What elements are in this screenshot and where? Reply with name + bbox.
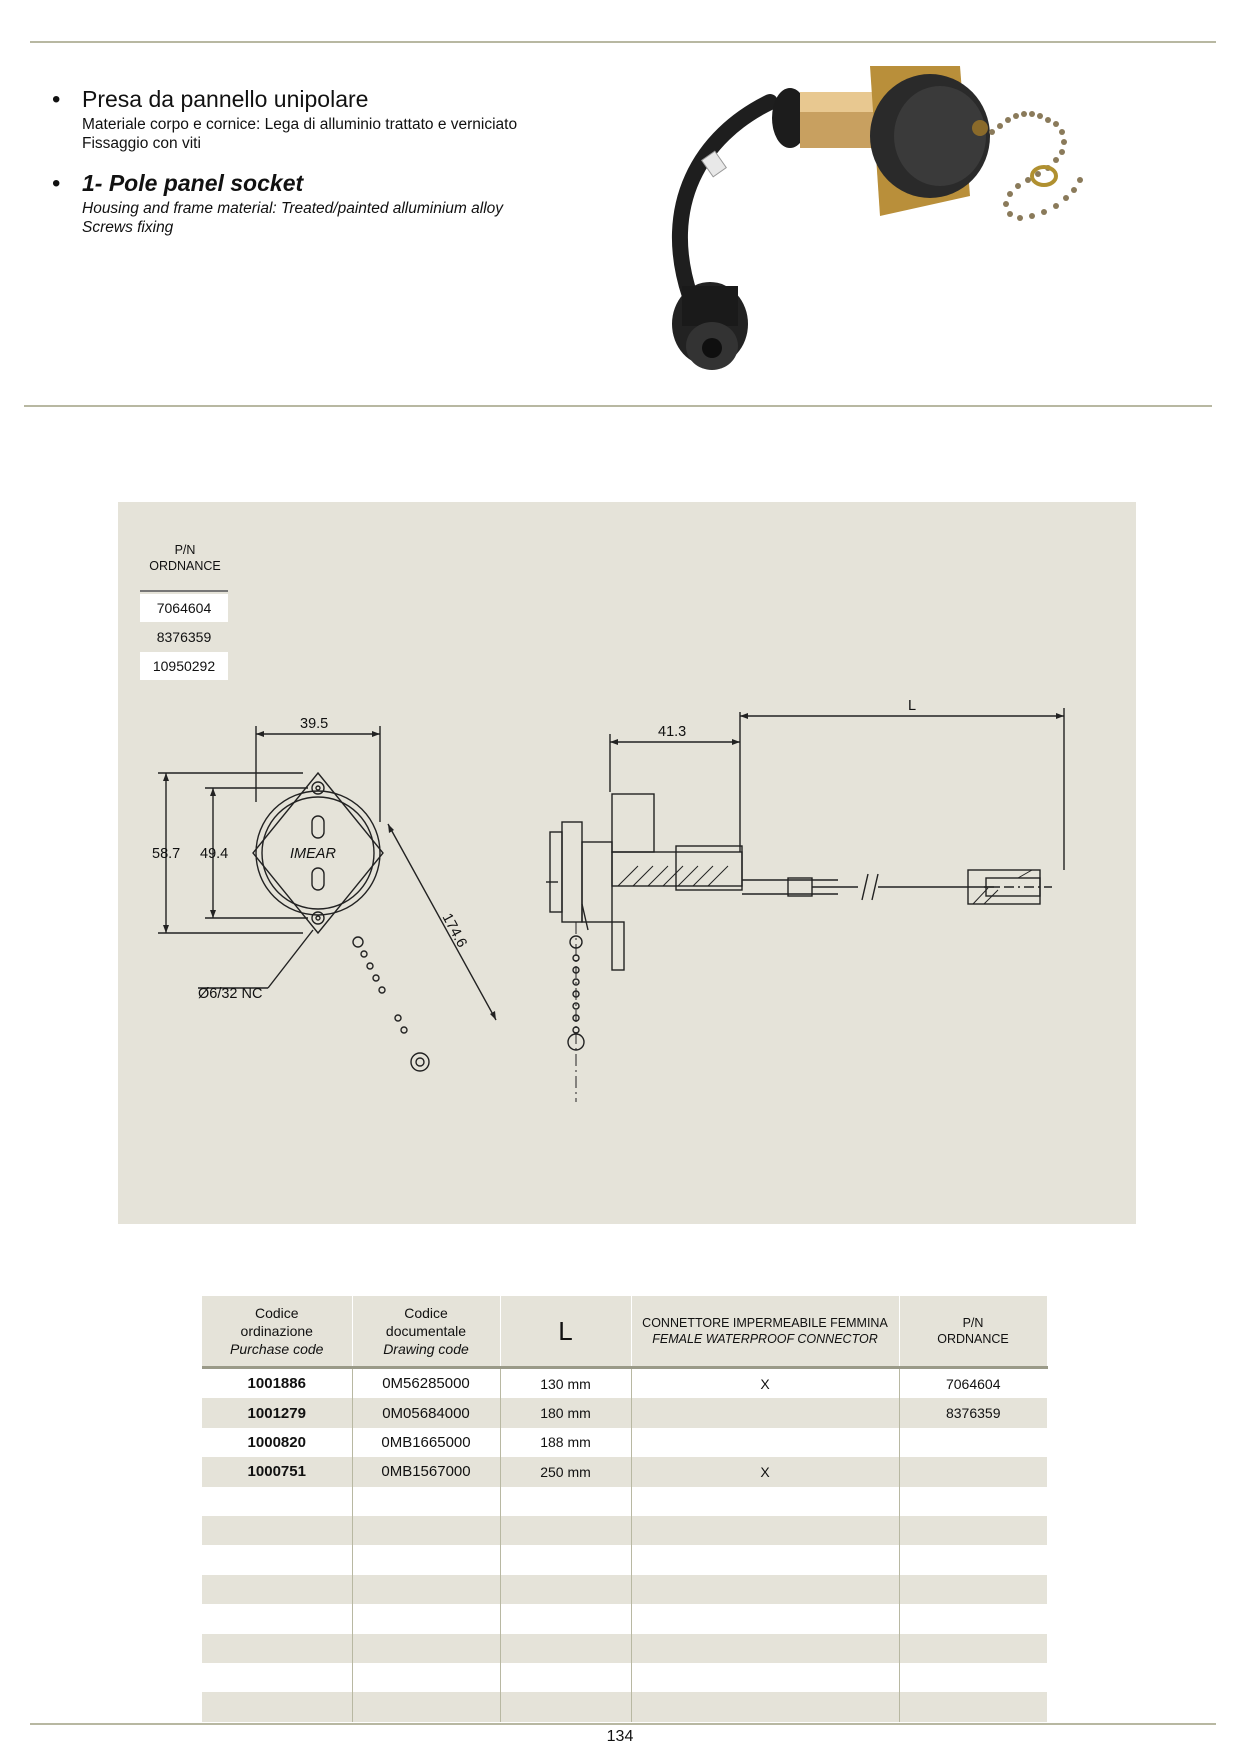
connector-cell xyxy=(631,1428,899,1457)
table-row xyxy=(202,1368,1047,1399)
ordnance-cell: 7064604 xyxy=(899,1368,1047,1399)
drawing-code-cell: 0M56285000 xyxy=(352,1368,500,1399)
dimension-drawing xyxy=(118,502,1136,1224)
drawing-code-cell: 0M05684000 xyxy=(352,1398,500,1427)
purchase-code-cell: 1001279 xyxy=(202,1398,352,1427)
technical-drawing-panel xyxy=(118,502,1136,1224)
empty-row xyxy=(202,1604,1047,1633)
desc-italian-1: Materiale corpo e cornice: Lega di alluminio trattato e verniciato xyxy=(82,116,518,133)
ordnance-box-header: P/N ORDNANCE xyxy=(149,543,221,573)
section-rule xyxy=(24,405,1212,407)
table-header-row xyxy=(202,1296,1047,1368)
table-row xyxy=(202,1457,1047,1486)
col-ordnance: P/N ORDNANCE xyxy=(899,1296,1047,1368)
page-number: 134 xyxy=(606,1728,634,1745)
top-rule xyxy=(30,41,1216,43)
dim-length-label: L xyxy=(908,698,917,714)
table-row xyxy=(202,1428,1047,1457)
length-cell: 180 mm xyxy=(500,1398,631,1427)
empty-row xyxy=(202,1487,1047,1516)
ordnance-cell xyxy=(899,1428,1047,1457)
empty-row xyxy=(202,1575,1047,1604)
length-cell: 130 mm xyxy=(500,1368,631,1399)
spec-table xyxy=(202,1296,1048,1722)
empty-row xyxy=(202,1634,1047,1663)
title-english: 1- Pole panel socket xyxy=(82,170,304,196)
purchase-code-cell: 1001886 xyxy=(247,1375,306,1393)
purchase-code-cell: 1000820 xyxy=(247,1433,306,1451)
dim-height-inner-label: 49.4 xyxy=(200,846,229,862)
desc-english-1: Housing and frame material: Treated/painted alluminium alloy xyxy=(82,200,504,217)
length-cell: 188 mm xyxy=(500,1428,631,1457)
bullet-en: • xyxy=(52,170,61,197)
col-connector: CONNETTORE IMPERMEABILE FEMMINA FEMALE WATERPROOF CONNECTOR xyxy=(631,1296,899,1368)
ordnance-cell: 8376359 xyxy=(899,1398,1047,1427)
brand-mark: IMEAR xyxy=(290,846,336,862)
col-purchase-code: Codice ordinazione Purchase code xyxy=(202,1296,352,1368)
table-row xyxy=(202,1398,1047,1427)
ordnance-item: 8376359 xyxy=(156,629,212,645)
connector-cell: X xyxy=(631,1368,899,1399)
dim-width-label: 39.5 xyxy=(300,716,329,732)
title-italian: Presa da pannello unipolare xyxy=(82,86,369,112)
purchase-code-cell: 1000751 xyxy=(202,1457,352,1486)
drawing-code-cell: 0MB1665000 xyxy=(352,1428,500,1457)
empty-row xyxy=(202,1516,1047,1545)
drawing-code-cell: 0MB1567000 xyxy=(352,1457,500,1486)
empty-row xyxy=(202,1545,1047,1574)
bullet-it: • xyxy=(52,86,61,113)
desc-italian-2: Fissaggio con viti xyxy=(82,135,201,152)
dim-depth-label: 41.3 xyxy=(658,724,687,740)
desc-english-2: Screws fixing xyxy=(82,219,174,236)
dim-height-outer-label: 58.7 xyxy=(152,846,181,862)
connector-cell xyxy=(631,1398,899,1427)
thread-label: Ø6/32 NC xyxy=(198,986,263,1002)
length-cell: 250 mm xyxy=(500,1457,631,1486)
col-drawing-code: Codice documentale Drawing code xyxy=(352,1296,500,1368)
dim-chain-label: 174.6 xyxy=(438,910,470,951)
empty-row xyxy=(202,1663,1047,1692)
col-length: L xyxy=(500,1296,631,1368)
bottom-rule xyxy=(30,1723,1216,1725)
connector-cell: X xyxy=(631,1457,899,1486)
ordnance-cell xyxy=(899,1457,1047,1486)
ordnance-item: 7064604 xyxy=(140,594,228,622)
product-photo xyxy=(660,56,1120,396)
ordnance-item: 10950292 xyxy=(140,652,228,680)
empty-row xyxy=(202,1692,1047,1721)
